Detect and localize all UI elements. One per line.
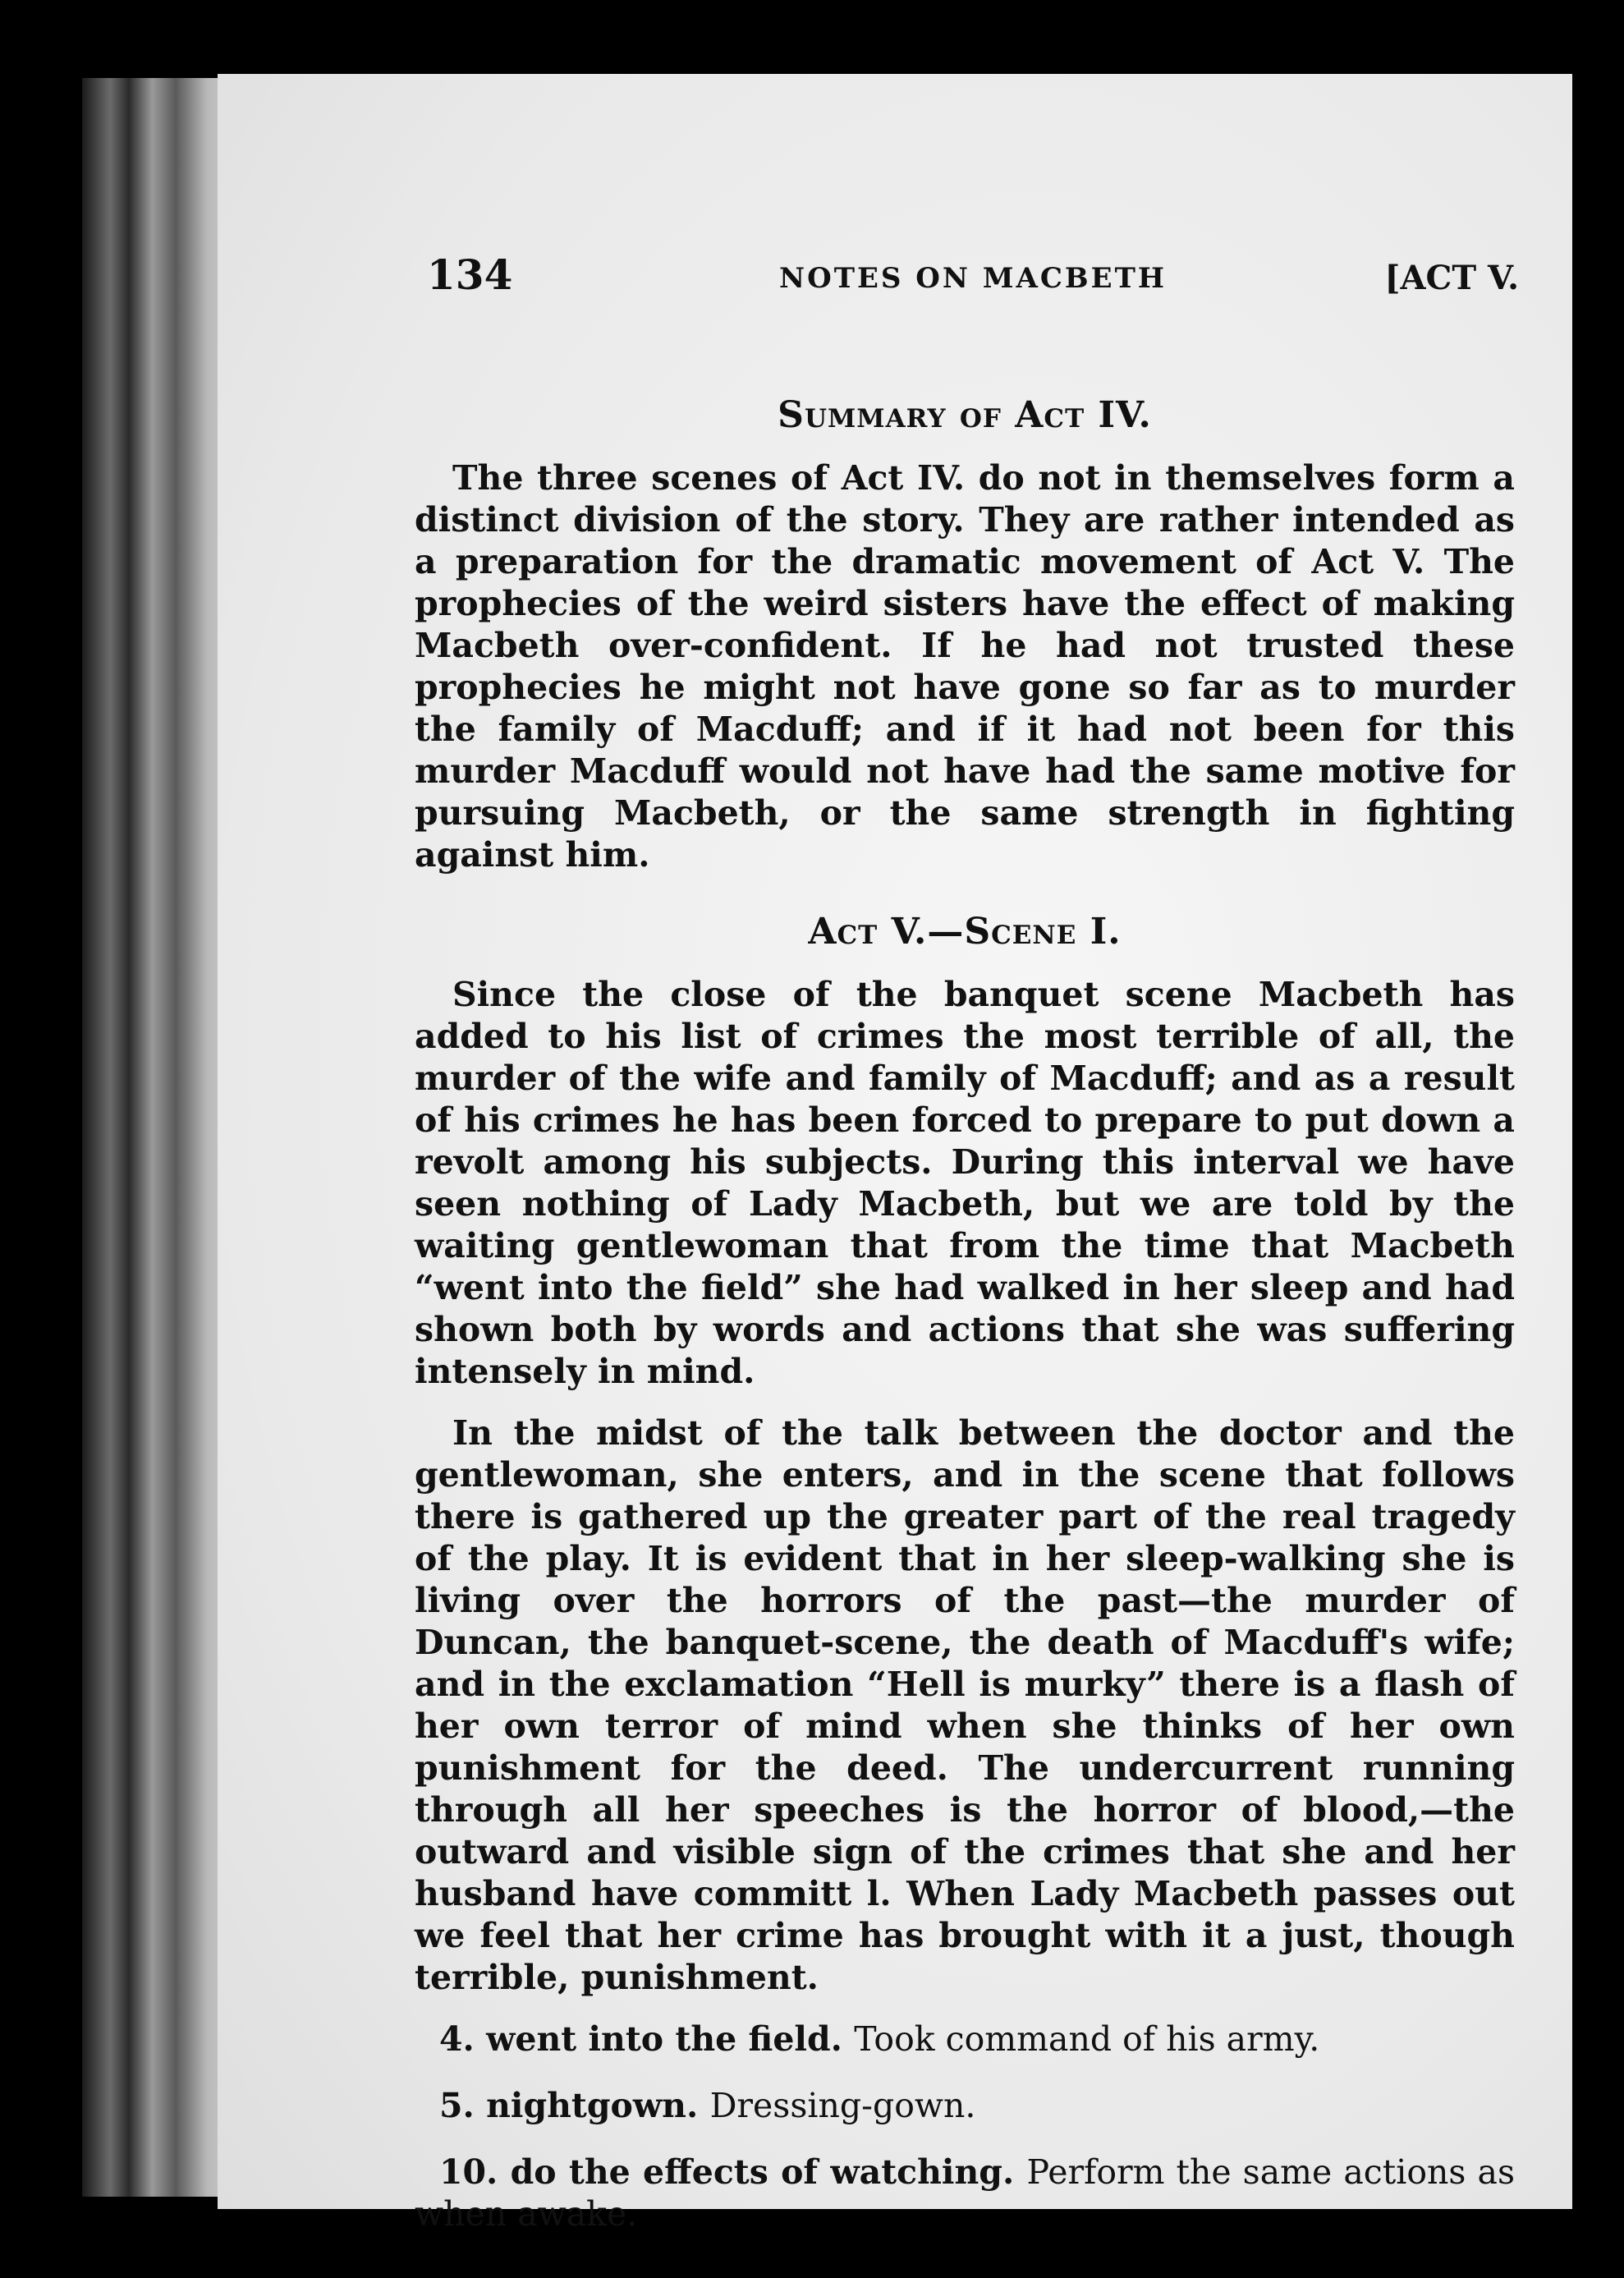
note-item [415,2085,1515,2127]
page-body [415,394,1515,2260]
scene-paragraph-2: In the midst of the talk between the doctor and the gentlewoman, she enters, and in the scene that follows there is gathered up the greater part of the real tragedy of the play. It is evident that in her sleep-walking she is living over the horrors of the past—the murder of Duncan, the banquet-scene, the death of Macduff's wife; and in the exclamation “Hell is murky” there is a flash of her own terror of mind when she thinks of her own punishment for the deed. The undercurrent running through all her speeches is the horror of blood,—the outward and visible sign of the crimes that she and her husband have committ l. When Lady Macbeth passes out we feel that her crime has brought with it a just, though terrible, punishment. [415,1413,1515,1997]
summary-paragraph: The three scenes of Act IV. do not in themselves form a distinct division of the story. They are rather intended as a preparation for the dramatic movement of Act V. The prophecies of the weird sisters have the effect of making Macbeth over-confident. If he had not trusted these prophecies he might not have gone so far as to murder the family of Macduff; and if it had not been for this murder Macduff would not have had the same motive for pursuing Macbeth, or the same strength in fighting against him. [415,458,1515,875]
note-gloss: Dressing-gown. [709,2086,976,2125]
book-page [218,74,1572,2234]
scan-binding-edge [82,78,238,2197]
note-item [415,2019,1515,2060]
act-label: [ACT V. [1384,259,1519,297]
note-lemma: 4. went into the field. [439,2019,842,2059]
note-item [415,2152,1515,2235]
note-gloss: Took command of his army. [854,2019,1320,2059]
running-title: NOTES ON MACBETH [779,262,1167,295]
note-lemma: 5. nightgown. [439,2086,699,2125]
note-gloss: Perform the same actions as when awake. [415,2152,1515,2234]
section-heading-scene: Act V.—Scene I. [808,911,1122,953]
note-lemma: 10. do the effects of watching. [439,2152,1015,2192]
page-number: 134 [427,250,513,299]
section-heading-summary: Summary of Act IV. [778,394,1152,436]
page-header [427,250,1519,308]
scene-paragraph-1: Since the close of the banquet scene Macbeth has added to his list of crimes the most terrible of all, the murder of the wife and family of Macduff; and as a result of his crimes he has been forced to prepare to put down a revolt among his subjects. During this interval we have seen nothing of Lady Macbeth, but we are told by the waiting gentlewoman that from the time that Macbeth “went into the field” she had walked in her sleep and had shown both by words and actions that she was suffering intensely in mind. [415,975,1515,1391]
